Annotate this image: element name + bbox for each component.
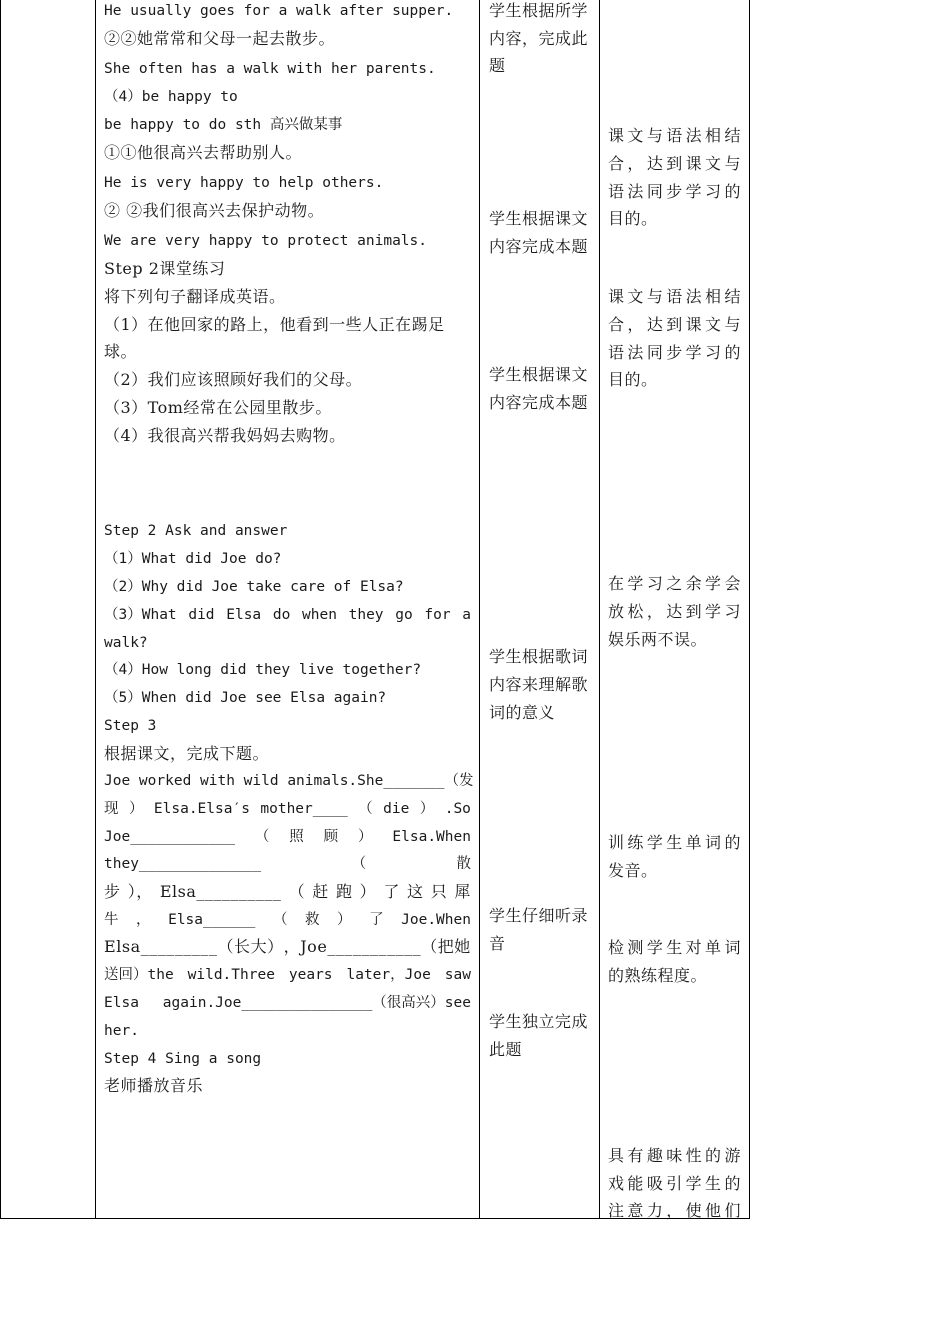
teaching-process-line: He is very happy to help others. — [104, 175, 384, 191]
teaching-process-line: （4）How long did they live together? — [104, 662, 422, 678]
teaching-process-line: （2）我们应该照顾好我们的父母。 — [104, 370, 363, 389]
teaching-process-line: （3）What did Elsa do when they go for a — [104, 607, 471, 623]
teaching-process-line: 送回）the wild.Three years later，Joe saw — [104, 967, 471, 983]
design-purpose-line: 目的。 — [608, 209, 658, 228]
teaching-process-line: they______________ （ 散 — [104, 856, 471, 872]
teaching-process-line: 球。 — [104, 342, 138, 361]
student-activity-line: 内容来理解歌 — [489, 675, 589, 694]
design-purpose-line: 训 练 学 生 单 词 的 — [608, 833, 741, 852]
teaching-process-line: （1）在他回家的路上，他看到一些人正在踢足 — [104, 315, 445, 334]
student-activity-line: 题 — [489, 56, 506, 75]
teaching-process-line: Elsa again.Joe_______________（很高兴）see — [104, 995, 471, 1011]
student-activity-line: 学生独立完成 — [489, 1012, 589, 1031]
design-purpose-line: 课 文 与 语 法 相 结 — [608, 287, 741, 306]
column-divider-1 — [95, 0, 96, 1219]
teaching-process-line: （1）What did Joe do? — [104, 551, 282, 567]
student-activity-line: 内容完成本题 — [489, 393, 589, 412]
teaching-process-line: 根据课文，完成下题。 — [104, 744, 270, 763]
student-activity-line: 内容，完成此 — [489, 29, 589, 48]
design-purpose-line: 检 测 学 生 对 单 词 — [608, 938, 741, 957]
design-purpose-line: 具 有 趣 味 性 的 游 — [608, 1146, 741, 1165]
teaching-process-line: walk? — [104, 635, 148, 651]
student-activity-line: 学生根据所学 — [489, 1, 589, 20]
teaching-process-line: Joe____________ （ 照 顾 ） Elsa.When — [104, 829, 471, 845]
design-purpose-line: 目的。 — [608, 370, 658, 389]
design-purpose-line: 娱乐两不误。 — [608, 630, 708, 649]
student-activity-line: 音 — [489, 934, 506, 953]
teaching-process-line: her. — [104, 1023, 139, 1039]
student-activity-line: 词的意义 — [489, 703, 556, 722]
teaching-process-line: Joe worked with wild animals.She_______（发 — [104, 773, 474, 789]
table-border-left — [0, 0, 1, 1219]
teaching-process-line: （3）Tom经常在公园里散步。 — [104, 398, 332, 417]
teaching-process-line: 牛 ， Elsa______ （ 救 ） 了 Joe.When — [104, 912, 471, 928]
teaching-process-line: （4）be happy to — [104, 89, 238, 105]
teaching-process-line: ② ②我们很高兴去保护动物。 — [104, 201, 325, 220]
teaching-process-line: （4）我很高兴帮我妈妈去购物。 — [104, 426, 346, 445]
design-purpose-line: 放 松 ， 达 到 学 习 — [608, 602, 741, 621]
teaching-process-line: E l s a _ _ _ _ _ _ _ _ _ （ 长 大 ） ， J o e _ _ _ _ _ _ _ _ _ _ _ （ 把 她 — [104, 937, 471, 956]
teaching-process-line: 现 ） Elsa.Elsa′s mother____ （ die ） .So — [104, 801, 471, 817]
student-activity-line: 内容完成本题 — [489, 237, 589, 256]
student-activity-line: 学生根据课文 — [489, 209, 589, 228]
student-activity-line: 学生根据课文 — [489, 365, 589, 384]
design-purpose-line: 注 意 力 ， 使 他 们 — [608, 1201, 741, 1220]
teaching-process-line: Step 4 Sing a song — [104, 1051, 262, 1067]
design-purpose-line: 课 文 与 语 法 相 结 — [608, 126, 741, 145]
column-divider-2 — [479, 0, 480, 1219]
student-activity-line: 此题 — [489, 1040, 523, 1059]
design-purpose-line: 发音。 — [608, 861, 658, 880]
teaching-process-line: ①①他很高兴去帮助别人。 — [104, 143, 303, 162]
teaching-process-line: ②②她常常和父母一起去散步。 — [104, 29, 336, 48]
teaching-process-line: We are very happy to protect animals. — [104, 233, 428, 249]
teaching-process-line: （2）Why did Joe take care of Elsa? — [104, 579, 404, 595]
column-divider-3 — [599, 0, 600, 1219]
teaching-process-line: 将下列句子翻译成英语。 — [104, 287, 286, 306]
teaching-process-line: Step 3 — [104, 718, 157, 734]
student-activity-line: 学生根据歌词 — [489, 647, 589, 666]
teaching-process-line: He usually goes for a walk after supper. — [104, 3, 454, 19]
teaching-process-line: （5）When did Joe see Elsa again? — [104, 690, 387, 706]
design-purpose-line: 语 法 同 步 学 习 的 — [608, 343, 741, 362]
design-purpose-line: 合 ， 达 到 课 文 与 — [608, 154, 741, 173]
teaching-process-line: She often has a walk with her parents. — [104, 61, 436, 77]
design-purpose-line: 合 ， 达 到 课 文 与 — [608, 315, 741, 334]
design-purpose-line: 的熟练程度。 — [608, 966, 708, 985]
teaching-process-line: 步 ）， Elsa__________ （ 赶 跑 ） 了 这 只 犀 — [104, 882, 471, 901]
table-border-right — [749, 0, 750, 1219]
student-activity-line: 学生仔细听录 — [489, 906, 589, 925]
design-purpose-line: 语 法 同 步 学 习 的 — [608, 182, 741, 201]
teaching-process-line: be happy to do sth 高兴做某事 — [104, 117, 343, 133]
teaching-process-line: 老师播放音乐 — [104, 1076, 204, 1095]
design-purpose-line: 在 学 习 之 余 学 会 — [608, 574, 741, 593]
design-purpose-line: 戏 能 吸 引 学 生 的 — [608, 1174, 741, 1193]
teaching-process-line: Step 2课堂练习 — [104, 259, 226, 278]
teaching-process-line: Step 2 Ask and answer — [104, 523, 288, 539]
